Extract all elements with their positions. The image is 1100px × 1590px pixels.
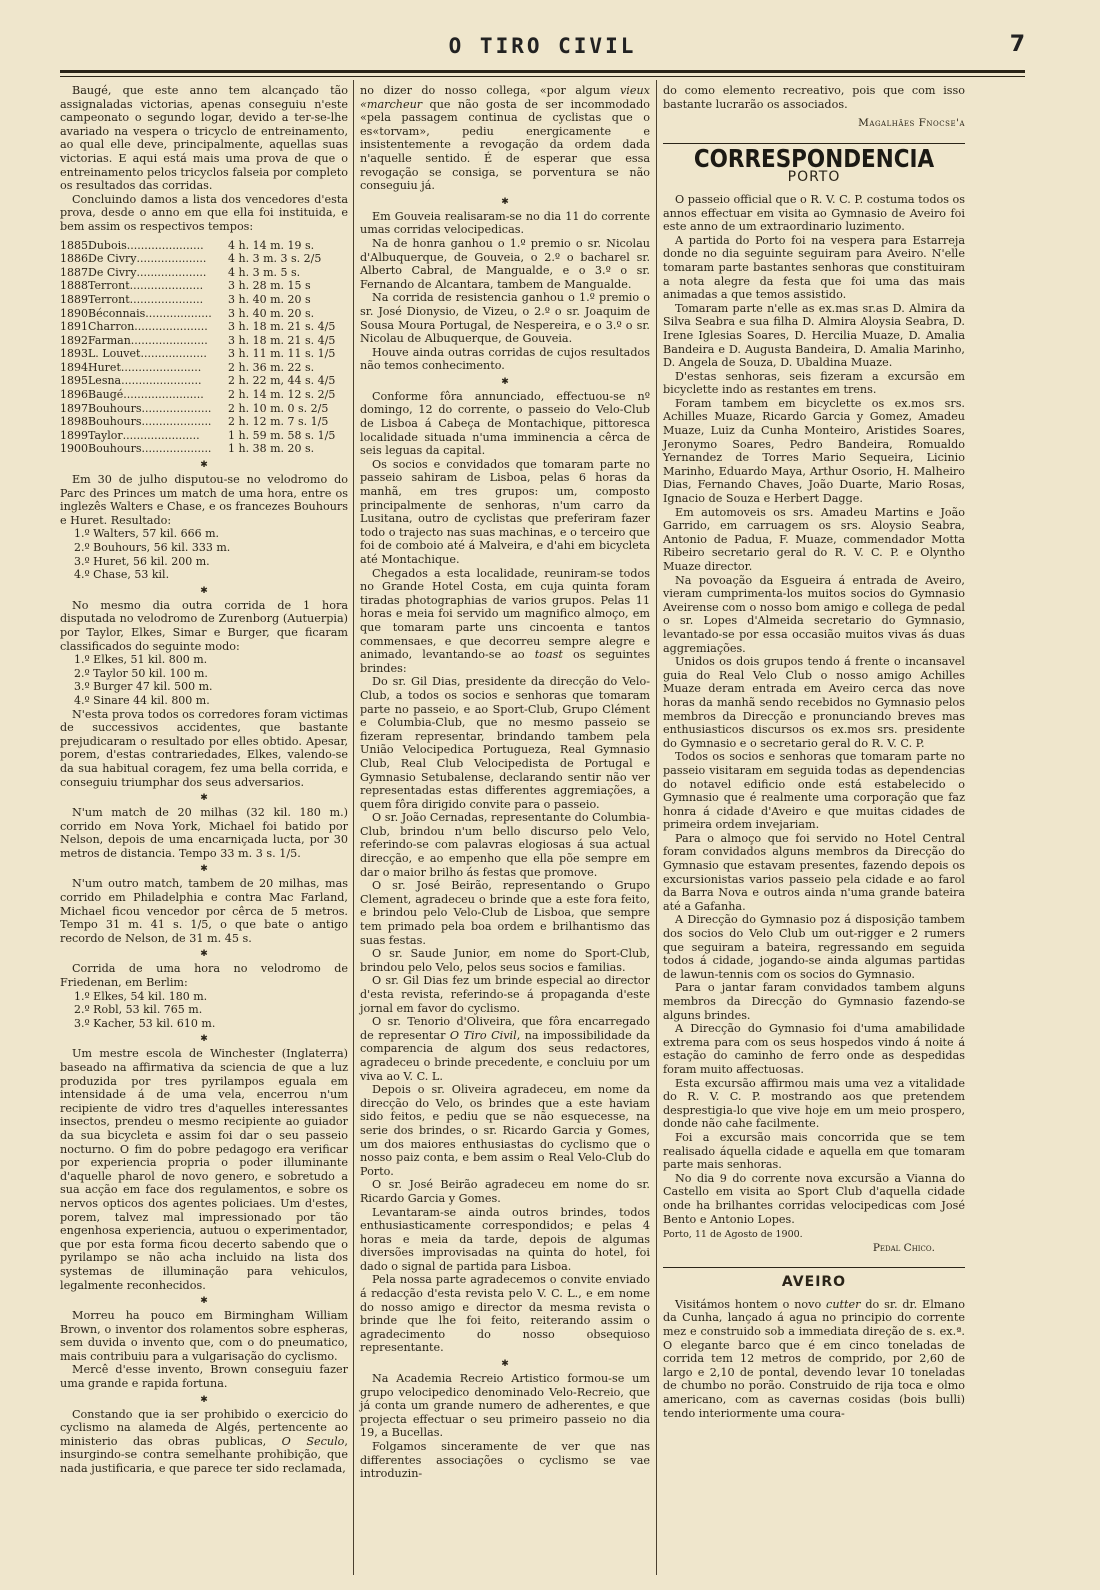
winner-name: Taylor...................... [88, 428, 200, 442]
winner-time: 4 h. 14 m. 19 s. [228, 238, 315, 252]
paragraph: Foi a excursão mais concorrida que se tem realisado áquella cidade e aquella em que tomaram parte mais senhoras. [663, 1130, 965, 1172]
winner-time: 1 h. 38 m. 20 s. [228, 442, 315, 456]
winner-time: 2 h. 12 m. 7 s. 1/5 [228, 415, 329, 429]
header-rule-thin [60, 76, 1025, 77]
winner-year: 1899 [60, 428, 88, 442]
winner-name: Huret....................... [88, 360, 202, 374]
separator-star: ✱ [200, 1394, 208, 1405]
winner-year: 1897 [60, 401, 88, 415]
separator-star: ✱ [501, 1359, 509, 1370]
winner-name: L. Louvet................... [88, 347, 207, 361]
paragraph: Um mestre escola de Winchester (Inglaterra) baseado na affirmativa da sciencia de que a luz produzida por tres pyrilampos eguala em intensidade á de uma vela, encerrou n'um recipiente de vidro tres d'aquelles interessantes insectos, prendeu o mesmo recipiente ao guiador da sua bicycleta e assim foi dar o seu passeio nocturno. O fim do pobre pedagogo era verificar por experiencia propria o poder illuminante d'aquelle pharol de novo genero, e sobretudo a sua acção em face dos regulamentos, e sobre os nervos opticos dos agentes policiaes. Um d'estes, porem, talvez mal impressionado por tão engenhosa experiencia, autuou o experimentador, que por esta forma ficou decerto sabendo que o pyrilampo se não acha incluido na lista dos systemas de illuminação para vehiculos, legalmente reconhecidos. [60, 1047, 348, 1292]
winner-year: 1894 [60, 360, 88, 374]
result-item: 1.º Walters, 57 kil. 666 m. [74, 527, 220, 541]
winner-year: 1895 [60, 374, 88, 388]
results-list [74, 527, 348, 581]
winner-name: De Civry.................... [88, 252, 207, 266]
paragraph: Para o jantar faram convidados tambem alguns membros da Direcção do Gymnasio fazendo-se alguns brindes. [663, 981, 965, 1022]
result-item: 1.º Elkes, 51 kil. 800 m. [74, 653, 208, 667]
signature: Pedal Chico. [872, 1241, 935, 1254]
winner-time: 2 h. 14 m. 12 s. 2/5 [228, 388, 336, 402]
column-1 [60, 84, 348, 1476]
paragraph: Na de honra ganhou o 1.º premio o sr. Nicolau d'Albuquerque, de Gouveia, o 2.º o bacharel sr. Alberto Cabral, de Mangualde, e o 3.º o sr. Fernando de Alcantara, tambem de Mangualde. [360, 236, 650, 291]
paragraph: O sr. Gil Dias fez um brinde especial ao director d'esta revista, referindo-se á propaganda d'este jornal em favor do cyclismo. [360, 974, 650, 1015]
paragraph: Esta excursão affirmou mais uma vez a vitalidade do R. V. C. P. mostrando aos que pretendem desprestigia-lo que vive hoje em um meio prospero, donde não cahe facilmente. [663, 1076, 965, 1131]
result-item: 4.º Chase, 53 kil. [74, 568, 170, 582]
paragraph: A partida do Porto foi na vespera para Estarreja donde no dia seguinte seguiram para Aveiro. N'elle tomaram parte bastantes senhoras que constituiram a nota alegre da festa que foi uma das mais animadas a que temos assistido. [663, 233, 965, 302]
paragraph: Do sr. Gil Dias, presidente da direcção do Velo-Club, a todos os socios e senhoras que tomaram parte no passeio, e ao Sport-Club, Grupo Clément e Columbia-Club, que no mesmo passeio se fizeram representar, brindando tambem pela União Velocipedica Portugueza, Real Gymnasio Club, Real Club Velocipedista de Portugal e Gymnasio Setubalense, declarando sentir não ver representadas estas differentes aggremiações, a quem fôra dirigido convite para o passeio. [360, 675, 650, 811]
paragraph: N'um outro match, tambem de 20 milhas, mas corrido em Philadelphia e contra Mac Farland, Michael ficou vencedor por cêrca de 5 metros. Tempo 31 m. 41 s. 1/5, o que bate o antigo recordo de Nelson, de 31 m. 45 s. [60, 877, 348, 945]
header-rule-thick [60, 70, 1025, 73]
table-row [60, 402, 348, 416]
paragraph: Na corrida de resistencia ganhou o 1.º premio o sr. José Dionysio, de Vizeu, o 2.º o sr. Joaquim de Sousa Moura Portugal, de Nespereira, e o 3.º o sr. Nicolau de Albuquerque, de Gouveia. [360, 291, 650, 346]
column-divider [656, 80, 657, 1575]
winner-time: 3 h. 18 m. 21 s. 4/5 [228, 333, 336, 347]
result-item: 3.º Huret, 56 kil. 200 m. [74, 554, 210, 568]
publication-name: O Seculo [281, 1434, 345, 1448]
signature: Magalhães Fnocse'a [858, 117, 965, 130]
table-row [60, 293, 348, 307]
paragraph: no dizer do nosso collega, «por algum vieux «marcheur que não gosta de ser incommodado «pela passagem continua de cyclistas que o es«torvam», pediu energicamente e insistentemente a revogação da ordem dada n'aquelle sentido. É de esperar que essa revogação se consiga, se porventura se não conseguiu já. [360, 84, 650, 193]
paragraph: Mercê d'esse invento, Brown conseguiu fazer uma grande e rapida fortuna. [60, 1363, 348, 1391]
table-row [60, 320, 348, 334]
winner-year: 1898 [60, 415, 88, 429]
table-row [60, 429, 348, 443]
paragraph: N'um match de 20 milhas (32 kil. 180 m.) corrido em Nova York, Michael foi batido por Nelson, depois de uma encarniçada lucta, por 30 metros de distancia. Tempo 33 m. 3 s. 1/5. [60, 806, 348, 860]
winner-time: 2 h. 36 m. 22 s. [228, 360, 315, 374]
paragraph: Chegados a esta localidade, reuniram-se todos no Grande Hotel Costa, em cuja quinta foram tiradas photographias de varios grupos. Pelas 11 horas e meia foi servido um magnifico almoço, em que tomaram parte uns cincoenta e tantos commensaes, e que decorreu sempre alegre e animado, levantando-se ao toast os seguintes brindes: [360, 566, 650, 675]
table-row [60, 266, 348, 280]
paragraph: O sr. João Cernadas, representante do Columbia-Club, brindou n'um bello discurso pelo Velo, referindo-se com palavras elogiosas á sua actual direcção, e ao empenho que ella põe sempre em dar o maior brilho ás festas que promove. [360, 811, 651, 879]
winner-time: 1 h. 59 m. 58 s. 1/5 [228, 428, 336, 442]
separator-star: ✱ [200, 864, 208, 875]
result-item: 2.º Taylor 50 kil. 100 m. [74, 666, 208, 680]
winners-table [60, 239, 348, 457]
paragraph: Conforme fôra annunciado, effectuou-se nº domingo, 12 do corrente, o passeio do Velo-Club de Lisboa á Cabeça de Montachique, pittoresca localidade situada n'uma imminencia a cêrca de seis leguas da capital. [360, 389, 650, 458]
winner-name: Lesna....................... [88, 374, 202, 388]
winner-time: 3 h. 28 m. 15 s [228, 279, 311, 293]
separator-star: ✱ [200, 793, 208, 804]
winner-name: Terront..................... [88, 292, 204, 306]
result-item: 2.º Robl, 53 kil. 765 m. [74, 1003, 203, 1017]
winner-time: 3 h. 18 m. 21 s. 4/5 [228, 320, 336, 334]
winner-year: 1896 [60, 388, 88, 402]
separator-star: ✱ [200, 949, 208, 960]
table-row [60, 347, 348, 361]
dateline: Porto, 11 de Agosto de 1900. [663, 1229, 803, 1241]
table-row [60, 361, 348, 375]
masthead [60, 28, 1025, 74]
result-item: 4.º Sinare 44 kil. 800 m. [74, 693, 210, 707]
paragraph: Para o almoço que foi servido no Hotel Central foram convidados alguns membros da Direcção do Gymnasio que estavam presentes, fazendo depois os excursionistas varios passeio pela cidade e ao farol da Barra Nova e outros ainda n'uma grande bateira até a Gafanha. [663, 831, 965, 913]
winner-time: 3 h. 40 m. 20 s [228, 292, 311, 306]
separator-star: ✱ [501, 376, 509, 387]
table-row [60, 415, 348, 429]
paragraph: D'estas senhoras, seis fizeram a excursão em bicyclette indo as restantes em trens. [663, 369, 965, 397]
paragraph: A Direcção do Gymnasio poz á disposição tambem dos socios do Velo Club um out-rigger e 2 rumers que seguiram a bateira, regressando em seguida todos á cidade, jogando-se ainda algumas partidas de lawun-tennis com os socios do Gymnasio. [663, 913, 965, 981]
winner-time: 2 h. 22 m, 44 s. 4/5 [228, 374, 336, 388]
table-row [60, 334, 348, 348]
result-item: 3.º Burger 47 kil. 500 m. [74, 680, 213, 694]
section-divider [663, 1267, 965, 1268]
paragraph: Baugé, que este anno tem alcançado tão assignaladas victorias, apenas conseguiu n'este campeonato o segundo logar, devido a ter-se-lhe avariado na vespera o tricyclo de entreinamento, ao qual elle deve, principalmente, aquellas suas victorias. E aqui está mais uma prova de que o entreinamento pelos tricyclos falseia por completo os resultados das corridas. [60, 84, 348, 193]
winner-year: 1888 [60, 279, 88, 293]
paragraph: Unidos os dois grupos tendo á frente o incansavel guia do Real Velo Club o nosso amigo Achilles Muaze deram entrada em Aveiro cerca das nove horas da manhã sendo recebidos no Gymnasio pelos membros da Direcção e pronunciando breves mas enthusiasticos discursos os ex.mos srs. presidente do Gymnasio e o secretario geral do R. V. C. P. [663, 655, 965, 750]
paragraph: O sr. Tenorio d'Oliveira, que fôra encarregado de representar O Tiro Civil, na impossibilidade da comparencia de algum dos seus redactores, agradeceu o brinde precedente, e concluiu por um viva ao V. C. L. [360, 1015, 650, 1083]
paragraph: do como elemento recreativo, pois que com isso bastante lucrarão os associados. [663, 84, 965, 111]
paragraph: O passeio official que o R. V. C. P. costuma todos os annos effectuar em visita ao Gymnasio de Aveiro foi este anno de um extraordinario luzimento. [663, 192, 965, 234]
winner-year: 1889 [60, 292, 88, 306]
winner-year: 1890 [60, 306, 88, 320]
paragraph: O sr. José Beirão agradeceu em nome do sr. Ricardo Garcia y Gomes. [360, 1178, 650, 1205]
winner-year: 1886 [60, 252, 88, 266]
column-divider [353, 80, 354, 1575]
winner-year: 1892 [60, 333, 88, 347]
result-item: 3.º Kacher, 53 kil. 610 m. [74, 1016, 216, 1030]
winner-year: 1893 [60, 347, 88, 361]
winner-name: Bouhours.................... [88, 415, 212, 429]
table-row [60, 279, 348, 293]
separator-star: ✱ [200, 585, 208, 596]
paragraph: Em automoveis os srs. Amadeu Martins e João Garrido, em carruagem os srs. Aloysio Seabra, Antonio de Padua, F. Muaze, commendador Motta Ribeiro secretario geral do R. V. C. P. e Olyntho Muaze director. [663, 505, 965, 573]
result-item: 1.º Elkes, 54 kil. 180 m. [74, 989, 208, 1003]
separator-star: ✱ [501, 196, 509, 207]
subsection-heading-porto: PORTO [787, 169, 841, 186]
paragraph: N'esta prova todos os corredores foram victimas de successivos accidentes, que bastante prejudicaram o resultado por elles obtido. Apesar, porem, d'estas contrariedades, Elkes, valendo-se da sua habitual coragem, fez uma bella corrida, e conseguiu triumphar dos seus adversarios. [60, 707, 348, 789]
paragraph: Morreu ha pouco em Birmingham William Brown, o inventor dos rolamentos sobre espheras, sem duvida o invento que, com o do pneumatico, mais contribuiu para a vulgarisação do cyclismo. [60, 1309, 348, 1363]
winner-name: Bouhours.................... [88, 401, 212, 415]
winner-name: Terront..................... [88, 279, 204, 293]
paragraph: Em Gouveia realisaram-se no dia 11 do corrente umas corridas velocipedicas. [360, 209, 650, 237]
section-heading: CORRESPONDENCIA [693, 143, 935, 173]
table-row [60, 239, 348, 253]
results-list [74, 990, 348, 1031]
separator-star: ✱ [200, 460, 208, 471]
separator-star: ✱ [200, 1034, 208, 1045]
paragraph: Levantaram-se ainda outros brindes, todos enthusiasticamente correspondidos; e pelas 4 horas e meia da tarde, depois de algumas diversões improvisadas na quinta do hotel, foi dado o signal de partida para Lisboa. [360, 1205, 650, 1273]
winner-name: Baugé....................... [88, 388, 204, 402]
winner-name: Bouhours.................... [88, 442, 212, 456]
table-row [60, 374, 348, 388]
paragraph: A Direcção do Gymnasio foi d'uma amabilidade extrema para com os seus hospedos vindo á noite á estação do caminho de ferro onde as despedidas foram muito affectuosas. [663, 1022, 965, 1076]
paragraph: Depois o sr. Oliveira agradeceu, em nome da direcção do Velo, os brindes que a este haviam sido feitos, e pediu que se não esquecesse, na serie dos brindes, o sr. Ricardo Garcia y Gomes, um dos maiores enthusiastas do cyclismo que o nosso paiz conta, e bem assim o Real Velo-Club do Porto. [360, 1083, 650, 1178]
page-number: 7 [1009, 32, 1025, 57]
winner-year: 1887 [60, 265, 88, 279]
paragraph: Foram tambem em bicyclette os ex.mos srs. Achilles Muaze, Ricardo Garcia y Gomez, Amadeu Muaze, Luiz da Cunha Monteiro, Aristides Soares, Jeronymo Soares, Pedro Bandeira, Romualdo Yernandez de Torres Mario Sequeira, Licinio Marinho, Eduardo Maya, Arthur Osorio, H. Malheiro Dias, Fernando Chaves, João Duarte, Mario Rosas, Ignacio de Souza e Herbert Dagge. [663, 396, 965, 506]
winner-name: De Civry.................... [88, 265, 207, 279]
table-row [60, 252, 348, 266]
winner-time: 3 h. 11 m. 11 s. 1/5 [228, 347, 336, 361]
paragraph: Todos os socios e senhoras que tomaram parte no passeio visitaram em seguida todas as dependencias do notavel edificio onde está estabelecido o Gymnasio que é realmente uma corporação que faz honra á cidade d'Aveiro e que muitas cidades de primeira ordem invejariam. [663, 750, 965, 832]
results-list [74, 653, 348, 707]
paragraph: Constando que ia ser prohibido o exercicio do cyclismo na alameda de Algés, pertencente ao ministerio das obras publicas, O Seculo, insurgindo-se contra semelhante prohibição, que nada justificaria, e que parece ter sido reclamada, [60, 1407, 348, 1476]
paragraph: Em 30 de julho disputou-se no velodromo do Parc des Princes um match de uma hora, entre os inglezês Walters e Chase, e os francezes Bouhours e Huret. Resultado: [60, 473, 348, 527]
masthead-title: O TIRO CIVIL [448, 34, 637, 58]
paragraph: O sr. José Beirão, representando o Grupo Clement, agradeceu o brinde que a este fora feito, e brindou pelo Velo-Club de Lisboa, que sempre tem primado pela boa ordem e brilhantismo das suas festas. [360, 879, 650, 947]
winner-year: 1885 [60, 238, 88, 252]
winner-time: 3 h. 40 m. 20 s. [228, 306, 315, 320]
paragraph: Corrida de uma hora no velodromo de Friedenan, em Berlim: [60, 962, 348, 990]
column-3 [663, 84, 965, 1420]
separator-star: ✱ [200, 1296, 208, 1307]
paragraph: O sr. Saude Junior, em nome do Sport-Club, brindou pelo Velo, pelos seus socios e familias. [360, 947, 650, 974]
paragraph: Pela nossa parte agradecemos o convite enviado á redacção d'esta revista pelo V. C. L., e em nome do nosso amigo e director da mesma revista o brinde que lhe foi feito, reiterando assim o agradecimento do nosso obsequioso representante. [360, 1273, 650, 1355]
paragraph: Os socios e convidados que tomaram parte no passeio sahiram de Lisboa, pelas 6 horas da manhã, em tres grupos: um, composto principalmente de senhoras, n'um carro da Lusitana, outro de cyclistas que preferiram fazer todo o trajecto nas suas machinas, e o terceiro que foi de comboio até á Malveira, e d'ahi em bicycleta até Montachique. [360, 457, 650, 566]
paragraph: Na povoação da Esgueira á entrada de Aveiro, vieram cumprimenta-los muitos socios do Gymnasio Aveirense com o nosso bom amigo e collega de pedal o sr. Lopes d'Almeida secretario do Gymnasio, levantado-se por essa occasião muitos vivas ás duas aggremiações. [663, 573, 965, 655]
table-row [60, 442, 348, 456]
table-row [60, 307, 348, 321]
winner-name: Dubois...................... [88, 238, 204, 252]
paragraph: Na Academia Recreio Artistico formou-se um grupo velocipedico denominado Velo-Recreio, que já conta um grande numero de adherentes, e que projecta effectuar o seu primeiro passeio no dia 19, a Bucellas. [360, 1372, 650, 1440]
paragraph: Visitámos hontem o novo cutter do sr. dr. Elmano da Cunha, lançado á agua no principio do corrente mez e construido sob a immediata direção de s. ex.ª. O elegante barco que é em cinco toneladas de corrida tem 12 metros de comprido, por 2,60 de largo e 2,10 de pontal, devendo levar 10 toneladas de chumbo no porão. Construido de rija toca e olmo americano, com as cavernas cosidas (bois bulli) tendo interiormente uma coura- [663, 1297, 965, 1420]
result-item: 2.º Bouhours, 56 kil. 333 m. [74, 541, 231, 554]
winner-time: 4 h. 3 m. 5 s. [228, 265, 301, 279]
paragraph: No dia 9 do corrente nova excursão a Vianna do Castello em visita ao Sport Club d'aquella cidade onde ha brilhantes corridas velocipedicas com José Bento e Antonio Lopes. [663, 1171, 965, 1226]
paragraph: No mesmo dia outra corrida de 1 hora disputada no velodromo de Zurenborg (Autuerpia) por Taylor, Elkes, Simar e Burger, que ficaram classificados do seguinte modo: [60, 598, 348, 653]
winner-time: 4 h. 3 m. 3 s. 2/5 [228, 252, 322, 266]
winner-year: 1891 [60, 320, 88, 334]
winner-time: 2 h. 10 m. 0 s. 2/5 [228, 401, 329, 415]
paragraph: Tomaram parte n'elle as ex.mas sr.as D. Almira da Silva Seabra e sua filha D. Almira Aloysia Seabra, D. Irene Iglesias Soares, D. Hercilia Muaze, D. Amalia Bandeira e D. Augusta Bandeira, D. Amalia Marinho, D. Angela de Souza, D. Ubaldina Muaze. [663, 301, 965, 370]
winner-year: 1900 [60, 442, 88, 456]
winner-name: Béconnais................... [88, 306, 212, 320]
paragraph: Houve ainda outras corridas de cujos resultados não temos conhecimento. [360, 345, 650, 373]
column-2 [360, 84, 650, 1481]
paragraph: Folgamos sinceramente de ver que nas differentes associações o cyclismo se vae introduzin- [360, 1440, 650, 1481]
paragraph: Concluindo damos a lista dos vencedores d'esta prova, desde o anno em que ella foi instituida, e bem assim os respectivos tempos: [60, 192, 348, 233]
table-row [60, 388, 348, 402]
winner-name: Charron..................... [88, 320, 208, 334]
winner-name: Farman...................... [88, 333, 208, 347]
subsection-heading-aveiro: AVEIRO [781, 1274, 847, 1291]
